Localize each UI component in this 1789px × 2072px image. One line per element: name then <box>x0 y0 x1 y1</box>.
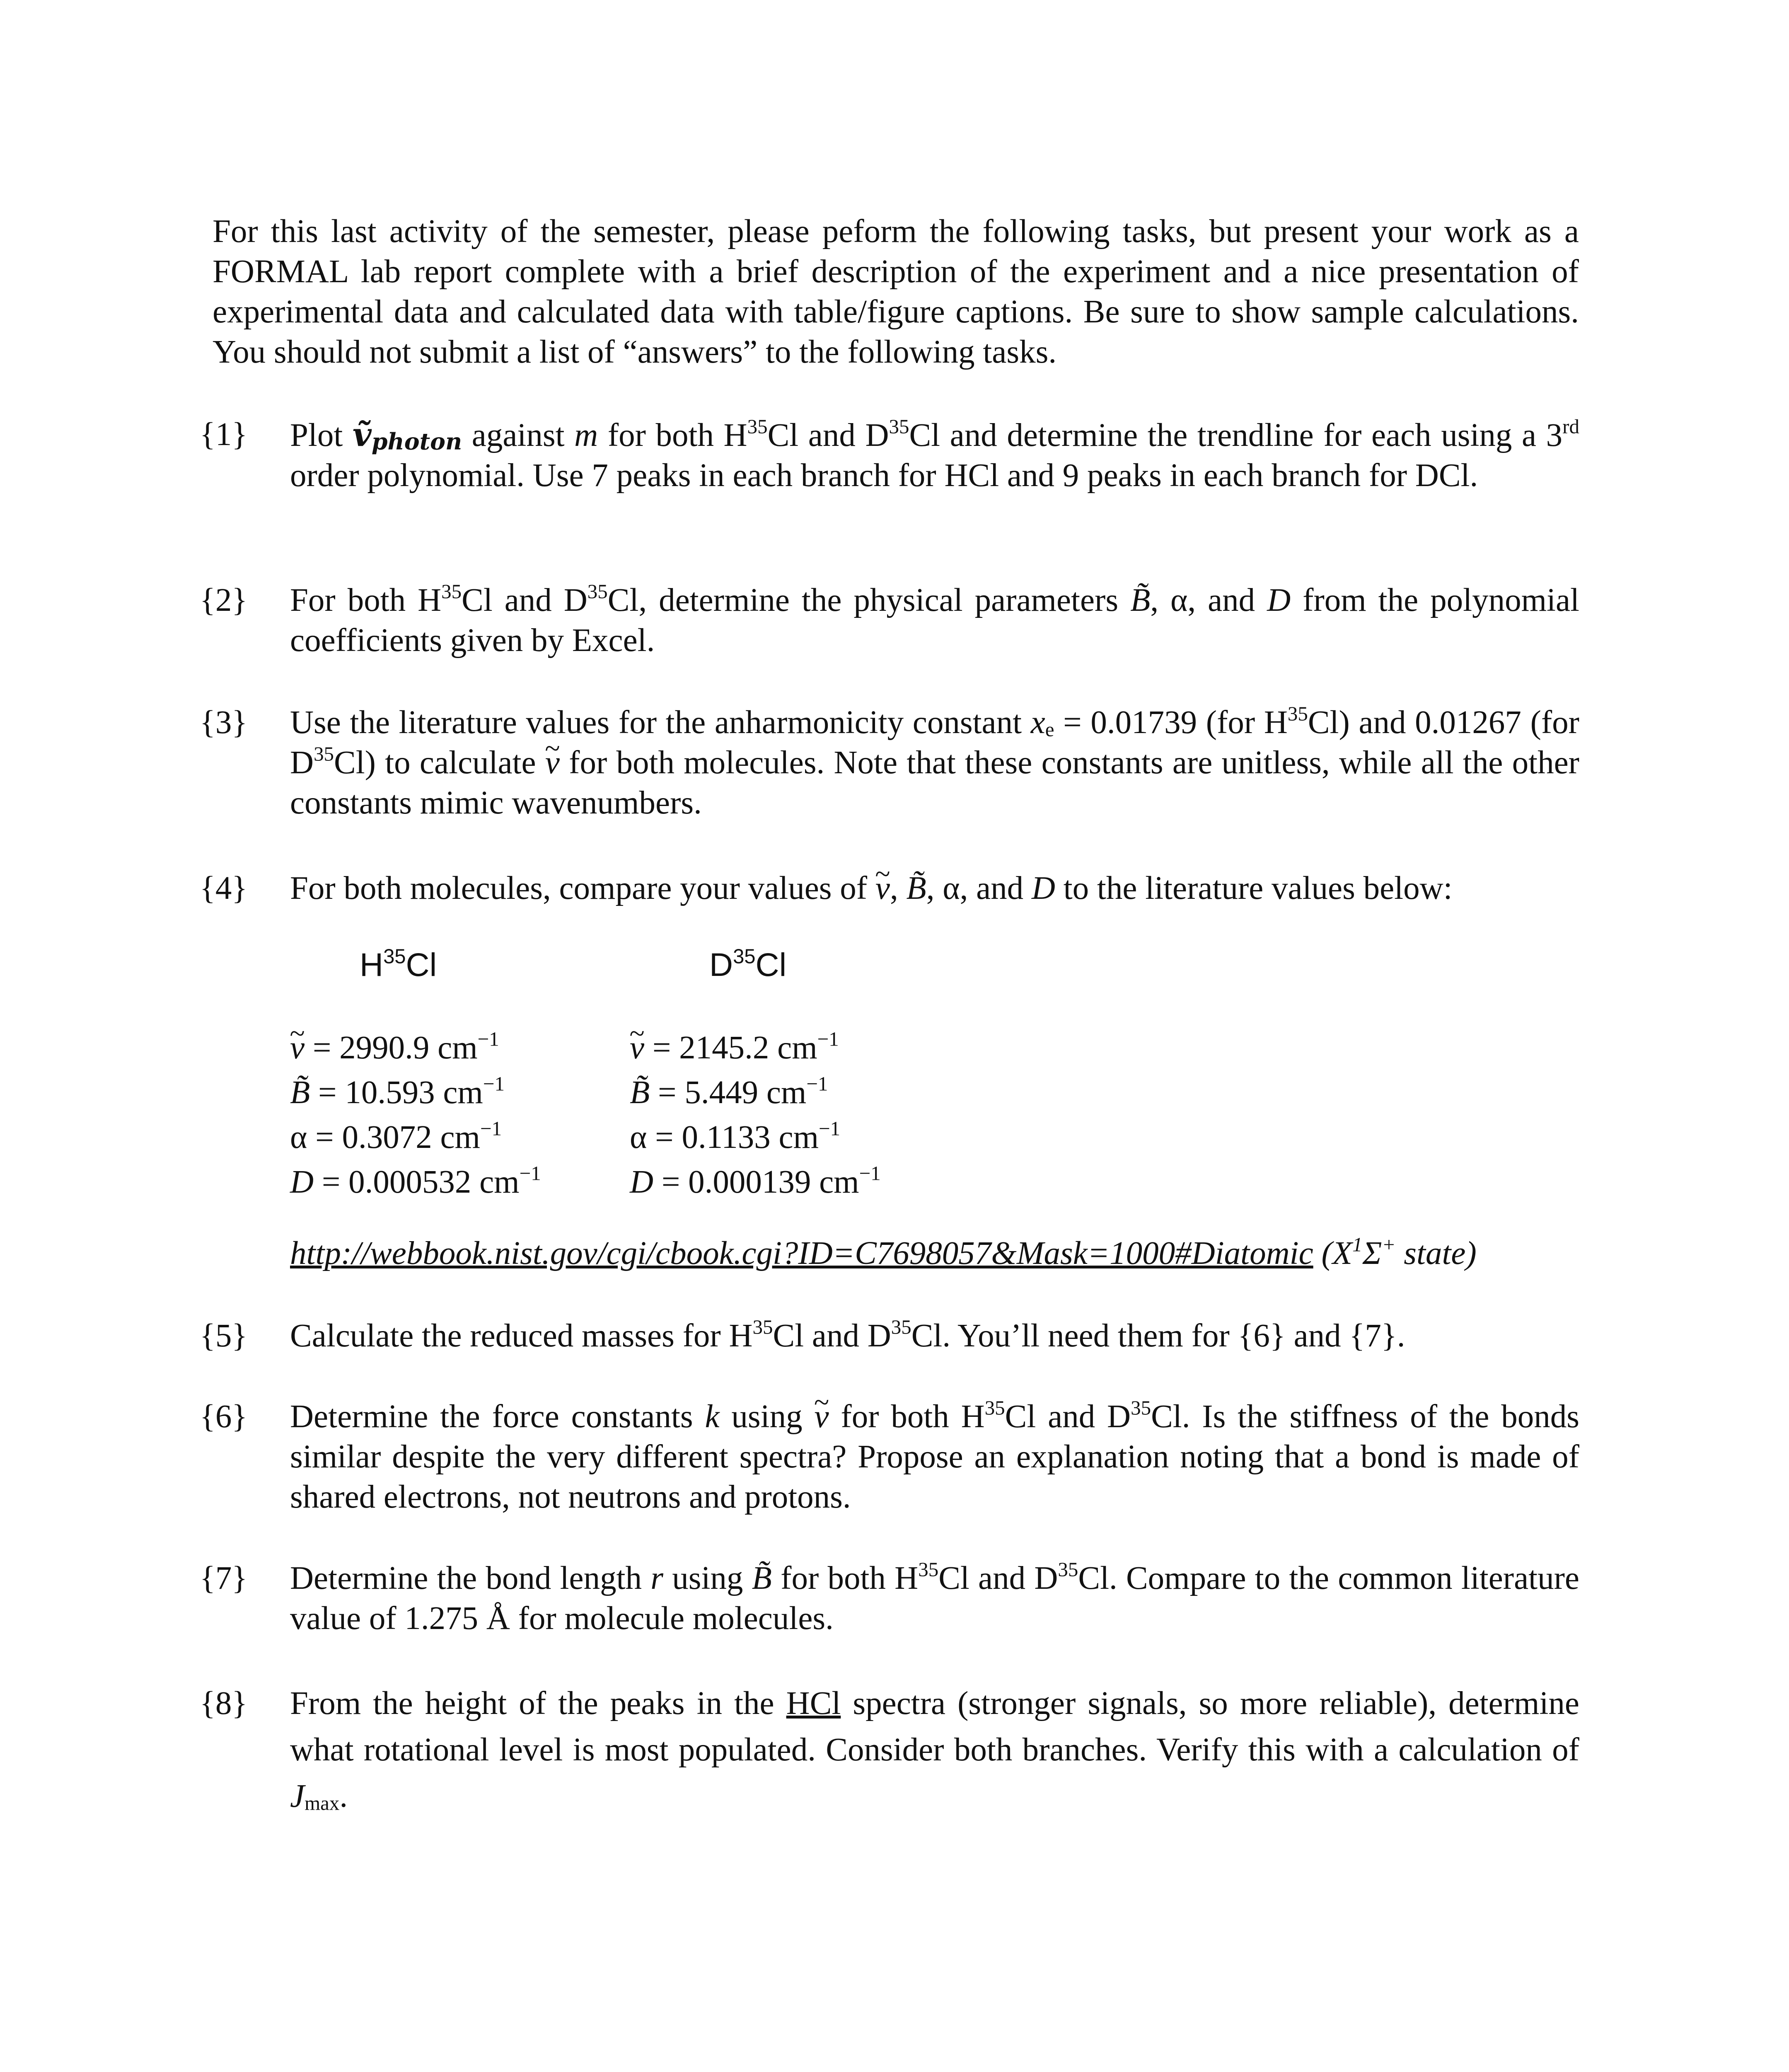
text: order polynomial. Use 7 peaks in each branch for HCl and 9 peaks in each branch for DCl. <box>290 457 1478 494</box>
hcl-alpha-value <box>290 1115 541 1160</box>
text: using <box>663 1560 752 1596</box>
text: Σ <box>1362 1235 1382 1271</box>
d-symbol: D <box>290 1164 314 1200</box>
isotope: 35 <box>889 415 909 438</box>
text: = 10.593 cm <box>310 1075 483 1111</box>
isotope: 35 <box>984 1396 1005 1419</box>
text: Calculate the reduced masses for H <box>290 1318 753 1354</box>
text: Cl and determine the trendline for each using a 3 <box>909 417 1563 453</box>
task-number: {3} <box>200 704 248 741</box>
text: Cl and D <box>462 582 587 618</box>
exponent: −1 <box>483 1072 505 1095</box>
text: (X <box>1313 1235 1353 1271</box>
text: = 5.449 cm <box>650 1075 807 1111</box>
text: , α, and <box>1150 582 1267 618</box>
text: α = 0.3072 cm <box>290 1119 480 1155</box>
isotope: 35 <box>1131 1396 1151 1419</box>
d-symbol: D <box>1031 870 1055 906</box>
nu-tilde-symbol: ~ ν <box>290 1026 305 1070</box>
nu-tilde-symbol: ~ ν <box>630 1026 644 1070</box>
text: using <box>719 1399 815 1435</box>
dcl-column-heading <box>709 946 786 984</box>
isotope: 35 <box>891 1315 911 1339</box>
text: Plot <box>290 417 353 453</box>
nu-tilde-symbol: ~ ν <box>814 1397 829 1437</box>
text: = 2990.9 cm <box>305 1030 478 1066</box>
dcl-alpha-value <box>630 1115 881 1160</box>
isotope: 35 <box>587 580 608 603</box>
subscript: e <box>1045 718 1054 741</box>
math-var: m <box>574 417 598 453</box>
text: = 0.000139 cm <box>653 1164 859 1200</box>
isotope: 35 <box>733 945 756 968</box>
ordinal: rd <box>1562 415 1579 438</box>
superscript: 1 <box>1352 1233 1363 1256</box>
exponent: −1 <box>859 1162 881 1185</box>
text: for both H <box>598 417 747 453</box>
text: From the height of the peaks in the <box>290 1685 786 1721</box>
text: H <box>360 946 384 983</box>
text: = 0.01739 (for H <box>1054 704 1288 741</box>
hcl-nu-value <box>290 1026 541 1070</box>
b-tilde-symbol: B̃ <box>290 1075 310 1111</box>
nu-photon-symbol: ṽ <box>352 415 372 454</box>
task-number: {5} <box>200 1318 248 1354</box>
text: Cl <box>406 946 437 983</box>
text: for both H <box>771 1560 919 1596</box>
text: . <box>339 1778 348 1814</box>
text: Determine the force constants <box>290 1399 705 1435</box>
nist-webbook-link[interactable]: http://webbook.nist.gov/cgi/cbook.cgi?ID=C7698057&Mask=1000#Diatomic <box>290 1235 1313 1271</box>
text: For both molecules, compare your values of <box>290 870 875 906</box>
task-number: {2} <box>200 582 248 618</box>
text: α = 0.1133 cm <box>630 1119 819 1155</box>
j-symbol: J <box>290 1778 305 1814</box>
text: D <box>709 946 733 983</box>
d-symbol: D <box>630 1164 654 1200</box>
r-symbol: r <box>650 1560 664 1596</box>
b-tilde-symbol: B̃ <box>630 1075 650 1111</box>
text: Cl and D <box>767 417 889 453</box>
text: for both H <box>829 1399 985 1435</box>
exponent: −1 <box>817 1027 839 1051</box>
text: for both molecules. Note that these constants are unitless, while all the other constants mimic wavenumbers. <box>290 745 1579 821</box>
text: Determine the bond length <box>290 1560 651 1596</box>
text: Cl and D <box>1005 1399 1131 1435</box>
text: , α, and <box>926 870 1032 906</box>
hcl-literature-values <box>290 1026 541 1205</box>
b-tilde-symbol: B̃ <box>752 1560 772 1596</box>
text: = 0.000532 cm <box>314 1164 520 1200</box>
nu-tilde-symbol: ~ ν <box>545 743 560 783</box>
text: , <box>890 870 907 906</box>
text: state) <box>1395 1235 1477 1271</box>
isotope: 35 <box>314 742 334 765</box>
task-number: {8} <box>200 1685 248 1721</box>
text: Use the literature values for the anharmonicity constant <box>290 704 1031 741</box>
exponent: −1 <box>477 1027 499 1051</box>
text: Cl and D <box>773 1318 891 1354</box>
dcl-nu-value <box>630 1026 881 1070</box>
d-symbol: D <box>1267 582 1291 618</box>
exponent: −1 <box>806 1072 828 1095</box>
hcl-column-heading <box>360 946 437 984</box>
subscript: photon <box>371 428 462 455</box>
dcl-literature-values <box>630 1026 881 1205</box>
isotope: 35 <box>918 1558 939 1581</box>
text: spectra (stronger signals, so more reliable), determine what rotational level is most populated. Consider both branches. Verify this with a calculation of <box>290 1685 1579 1768</box>
b-tilde-symbol: B̃ <box>1130 582 1151 618</box>
text: Cl, determine the physical parameters <box>607 582 1131 618</box>
isotope: 35 <box>752 1315 773 1339</box>
isotope: 35 <box>441 580 462 603</box>
task-number: {7} <box>200 1560 248 1596</box>
text: Cl. You’ll need them for {6} and {7}. <box>911 1318 1405 1354</box>
task-number: {6} <box>200 1399 248 1435</box>
task-number: {1} <box>200 416 248 453</box>
isotope: 35 <box>747 415 768 438</box>
text: Cl. Is the stiffness of the bonds similar despite the very different spectra? Propose an explanation noting that a bond is made of shared electrons, not neutrons and protons. <box>290 1399 1579 1515</box>
k-symbol: k <box>705 1399 720 1435</box>
hcl-d-value <box>290 1160 541 1205</box>
text: Cl) to calculate <box>334 745 545 781</box>
text: = 2145.2 cm <box>644 1030 817 1066</box>
nist-reference <box>290 1235 1477 1272</box>
dcl-b-value <box>630 1070 881 1115</box>
exponent: −1 <box>480 1117 502 1140</box>
subscript: max <box>305 1791 340 1815</box>
text: from the polynomial coefficients given by Excel. <box>290 582 1579 658</box>
hcl-underlined: HCl <box>786 1685 841 1721</box>
superscript: + <box>1382 1233 1396 1256</box>
isotope: 35 <box>1287 702 1308 725</box>
text: against <box>462 417 575 453</box>
text: For both H <box>290 582 442 618</box>
hcl-b-value <box>290 1070 541 1115</box>
isotope: 35 <box>1058 1558 1078 1581</box>
dcl-d-value <box>630 1160 881 1205</box>
text: Cl and D <box>938 1560 1058 1596</box>
nu-tilde-symbol: ~ ν <box>875 868 890 908</box>
b-tilde-symbol: B̃ <box>906 870 926 906</box>
text: Cl. Compare to the common literature value of 1.275 Å for molecule molecules. <box>290 1560 1579 1636</box>
text: Cl <box>755 946 787 983</box>
text: Cl) and 0.01267 (for D <box>290 704 1579 781</box>
exponent: −1 <box>819 1117 841 1140</box>
text: to the literature values below: <box>1055 870 1453 906</box>
xe-symbol: x <box>1030 704 1045 741</box>
task-number: {4} <box>200 870 248 906</box>
intro-paragraph: For this last activity of the semester, please peform the following tasks, but present your work as a FORMAL lab report complete with a brief description of the experiment and a nice presentation of experimental data and calculated data with table/figure captions. Be sure to show sample calculations. You should not submit a list of “answers” to the following tasks. <box>213 213 1579 370</box>
exponent: −1 <box>519 1162 541 1185</box>
isotope: 35 <box>383 945 406 968</box>
